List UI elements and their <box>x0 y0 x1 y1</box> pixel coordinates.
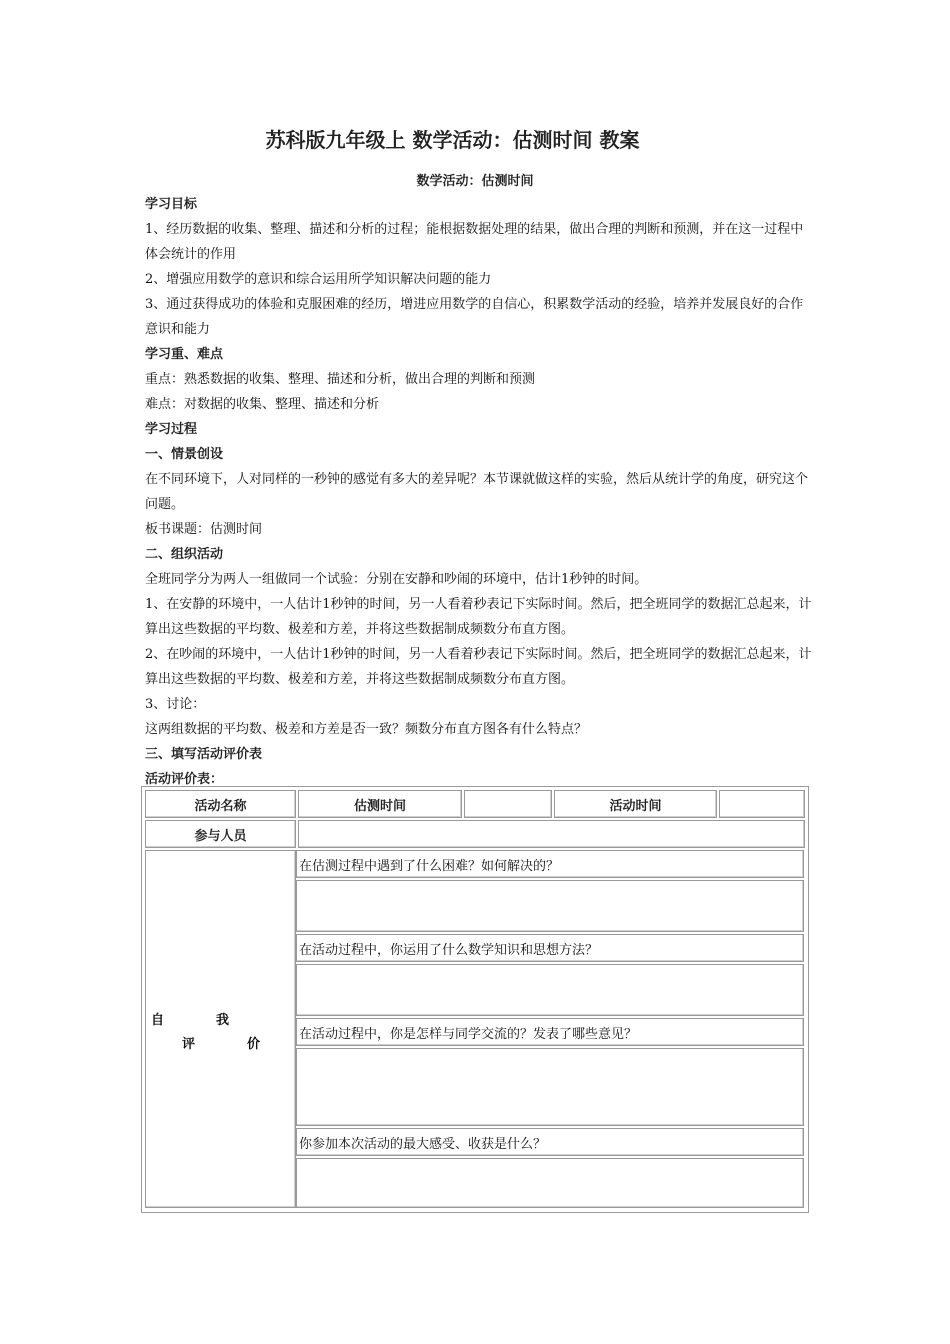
question-4: 你参加本次活动的最大感受、收获是什么？ <box>296 1128 804 1156</box>
question-1: 在估测过程中遇到了什么困难？如何解决的？ <box>296 850 804 878</box>
answer-3[interactable] <box>296 1048 804 1126</box>
participants-label: 参与人员 <box>145 820 296 848</box>
activity-name-label: 活动名称 <box>145 790 296 818</box>
empty-cell <box>464 790 552 818</box>
section-heading: 学习过程 <box>145 422 198 437</box>
self-evaluation-line2: 评 价 <box>182 1037 261 1052</box>
section-heading: 一、情景创设 <box>145 447 224 462</box>
body-paragraph: 1、在安静的环境中，一人估计1秒钟的时间，另一人看着秒表记下实际时间。然后，把全班同学的数据汇总起来，计算出这些数据的平均数、极差和方差，并将这些数据制成频数分布直方图。 <box>145 597 812 637</box>
answer-1[interactable] <box>296 880 804 932</box>
answer-2[interactable] <box>296 964 804 1016</box>
self-evaluation-label <box>145 850 296 1208</box>
section-heading: 活动评价表： <box>145 772 224 787</box>
question-2: 在活动过程中，你运用了什么数学知识和思想方法？ <box>296 934 804 962</box>
document-title: 苏科版九年级上 数学活动：估测时间 教案 <box>265 128 640 152</box>
body-paragraph: 重点：熟悉数据的收集、整理、描述和分析，做出合理的判断和预测 <box>145 372 536 387</box>
answer-4[interactable] <box>296 1158 804 1208</box>
section-heading: 三、填写活动评价表 <box>145 747 263 762</box>
body-paragraph: 难点：对数据的收集、整理、描述和分析 <box>145 397 380 412</box>
participants-value <box>298 820 805 848</box>
activity-time-value <box>719 790 805 818</box>
activity-evaluation-table <box>141 786 809 1213</box>
section-heading: 学习重、难点 <box>145 347 224 362</box>
activity-time-label: 活动时间 <box>554 790 717 818</box>
body-paragraph: 板书课题：估测时间 <box>145 522 263 537</box>
body-paragraph: 这两组数据的平均数、极差和方差是否一致？频数分布直方图各有什么特点？ <box>145 722 588 737</box>
document-subtitle: 数学活动：估测时间 <box>416 174 534 189</box>
section-heading: 二、组织活动 <box>145 547 224 562</box>
document-body <box>145 192 815 792</box>
question-3: 在活动过程中，你是怎样与同学交流的？发表了哪些意见？ <box>296 1018 804 1046</box>
body-paragraph: 3、讨论： <box>145 697 206 712</box>
body-paragraph: 2、在吵闹的环境中，一人估计1秒钟的时间，另一人看着秒表记下实际时间。然后，把全班同学的数据汇总起来，计算出这些数据的平均数、极差和方差，并将这些数据制成频数分布直方图。 <box>145 647 812 687</box>
self-evaluation-line1: 自 我 <box>151 1013 230 1028</box>
body-paragraph: 全班同学分为两人一组做同一个试验：分别在安静和吵闹的环境中，估计1秒钟的时间。 <box>145 572 648 587</box>
body-paragraph: 在不同环境下，人对同样的一秒钟的感觉有多大的差异呢？本节课就做这样的实验，然后从统计学的角度，研究这个问题。 <box>145 472 809 512</box>
body-paragraph: 2、增强应用数学的意识和综合运用所学知识解决问题的能力 <box>145 272 492 287</box>
activity-name-value: 估测时间 <box>298 790 462 818</box>
body-paragraph: 3、通过获得成功的体验和克服困难的经历，增进应用数学的自信心，积累数学活动的经验，培养并发展良好的合作意识和能力 <box>145 297 804 337</box>
body-paragraph: 1、经历数据的收集、整理、描述和分析的过程；能根据数据处理的结果，做出合理的判断和预测，并在这一过程中体会统计的作用 <box>145 222 804 262</box>
section-heading: 学习目标 <box>145 197 198 212</box>
